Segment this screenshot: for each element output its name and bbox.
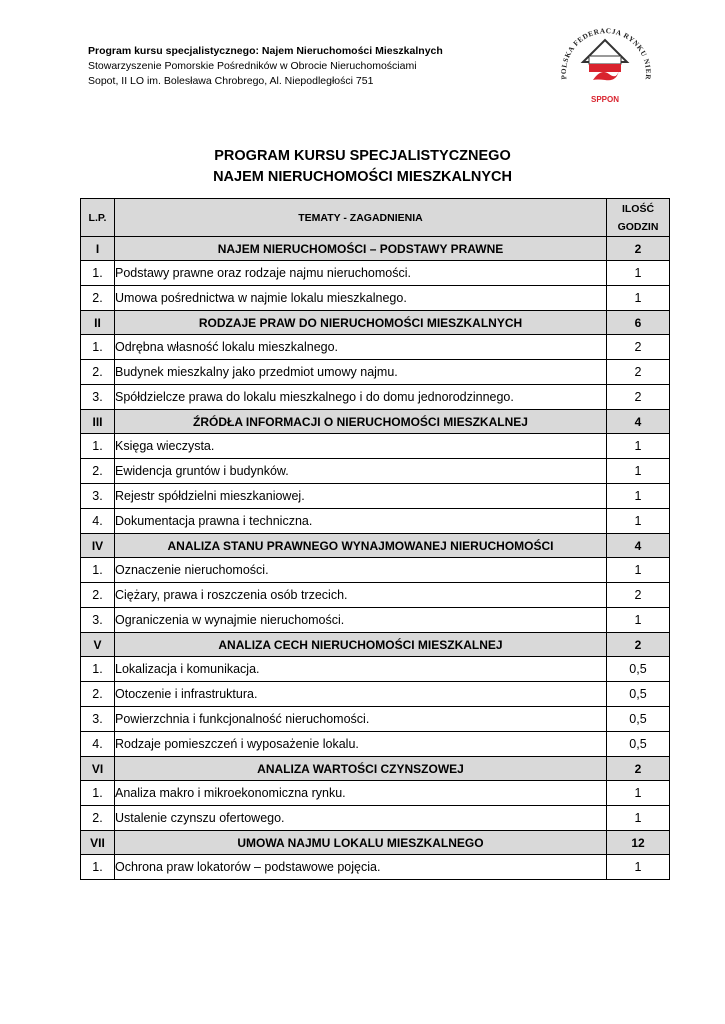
item-hours: 0,5: [607, 707, 670, 732]
section-title: ANALIZA CECH NIERUCHOMOŚCI MIESZKALNEJ: [115, 633, 607, 657]
item-hours: 1: [607, 806, 670, 831]
section-hours: 6: [607, 311, 670, 335]
item-topic: Ochrona praw lokatorów – podstawowe pojęcia.: [115, 855, 607, 880]
item-number: 2.: [81, 583, 115, 608]
section-title: ANALIZA WARTOŚCI CZYNSZOWEJ: [115, 757, 607, 781]
table-row: [81, 806, 670, 831]
header-hours: [607, 199, 670, 237]
item-topic: Ciężary, prawa i roszczenia osób trzecich.: [115, 583, 607, 608]
item-hours: 2: [607, 385, 670, 410]
title-line-2: NAJEM NIERUCHOMOŚCI MIESZKALNYCH: [213, 169, 512, 185]
item-topic: Odrębna własność lokalu mieszkalnego.: [115, 335, 607, 360]
item-topic: Dokumentacja prawna i techniczna.: [115, 509, 607, 534]
item-topic: Rodzaje pomieszczeń i wyposażenie lokalu.: [115, 732, 607, 757]
item-hours: 1: [607, 509, 670, 534]
table-row: [81, 335, 670, 360]
item-hours: 1: [607, 855, 670, 880]
section-hours: 12: [607, 831, 670, 855]
table-row: [81, 261, 670, 286]
item-number: 3.: [81, 707, 115, 732]
item-hours: 1: [607, 608, 670, 633]
item-number: 2.: [81, 682, 115, 707]
table-row: [81, 434, 670, 459]
item-topic: Ograniczenia w wynajmie nieruchomości.: [115, 608, 607, 633]
section-row: [81, 831, 670, 855]
section-number: II: [81, 311, 115, 335]
section-hours: 4: [607, 410, 670, 434]
section-title: RODZAJE PRAW DO NIERUCHOMOŚCI MIESZKALNYCH: [115, 311, 607, 335]
title-line-1: PROGRAM KURSU SPECJALISTYCZNEGO: [214, 148, 511, 164]
table-row: [81, 360, 670, 385]
federation-logo: [553, 8, 657, 108]
section-row: [81, 237, 670, 261]
item-hours: 0,5: [607, 657, 670, 682]
item-number: 1.: [81, 434, 115, 459]
item-number: 3.: [81, 608, 115, 633]
table-row: [81, 855, 670, 880]
item-hours: 1: [607, 434, 670, 459]
header-lp: L.P.: [81, 199, 115, 237]
table-row: [81, 459, 670, 484]
item-number: 1.: [81, 855, 115, 880]
item-number: 1.: [81, 558, 115, 583]
item-hours: 1: [607, 459, 670, 484]
item-topic: Ustalenie czynszu ofertowego.: [115, 806, 607, 831]
table-row: [81, 286, 670, 311]
item-number: 2.: [81, 360, 115, 385]
table-row: [81, 781, 670, 806]
section-title: ANALIZA STANU PRAWNEGO WYNAJMOWANEJ NIERUCHOMOŚCI: [115, 534, 607, 558]
item-number: 1.: [81, 781, 115, 806]
table-row: [81, 682, 670, 707]
header-topics: TEMATY - ZAGADNIENIA: [115, 199, 607, 237]
item-topic: Podstawy prawne oraz rodzaje najmu nieruchomości.: [115, 261, 607, 286]
item-hours: 0,5: [607, 732, 670, 757]
section-title: ŹRÓDŁA INFORMACJI O NIERUCHOMOŚCI MIESZKALNEJ: [115, 410, 607, 434]
section-row: [81, 311, 670, 335]
item-number: 4.: [81, 732, 115, 757]
table-row: [81, 509, 670, 534]
item-number: 4.: [81, 509, 115, 534]
section-hours: 2: [607, 237, 670, 261]
table-row: [81, 732, 670, 757]
item-number: 1.: [81, 335, 115, 360]
item-hours: 0,5: [607, 682, 670, 707]
section-title: UMOWA NAJMU LOKALU MIESZKALNEGO: [115, 831, 607, 855]
item-hours: 1: [607, 558, 670, 583]
header-hours-line-1: ILOŚĆ: [621, 202, 655, 215]
item-number: 2.: [81, 459, 115, 484]
item-hours: 2: [607, 335, 670, 360]
item-number: 1.: [81, 657, 115, 682]
item-topic: Rejestr spółdzielni mieszkaniowej.: [115, 484, 607, 509]
item-topic: Analiza makro i mikroekonomiczna rynku.: [115, 781, 607, 806]
item-hours: 1: [607, 286, 670, 311]
section-number: VII: [81, 831, 115, 855]
item-topic: Ewidencja gruntów i budynków.: [115, 459, 607, 484]
item-hours: 2: [607, 360, 670, 385]
item-number: 2.: [81, 806, 115, 831]
header-hours-line-2: GODZIN: [617, 220, 659, 233]
item-topic: Lokalizacja i komunikacja.: [115, 657, 607, 682]
table-row: [81, 657, 670, 682]
section-number: III: [81, 410, 115, 434]
table-header-row: [81, 199, 670, 237]
page-title: [0, 146, 725, 188]
program-table: [80, 198, 670, 880]
logo-ring-text: POLSKA FEDERACJA RYNKU NIER: [559, 27, 653, 81]
table-row: [81, 385, 670, 410]
item-hours: 1: [607, 781, 670, 806]
item-topic: Spółdzielcze prawa do lokalu mieszkalnego i do domu jednorodzinnego.: [115, 385, 607, 410]
section-hours: 2: [607, 757, 670, 781]
item-hours: 1: [607, 484, 670, 509]
header-course-title: Program kursu specjalistycznego: Najem Nieruchomości Mieszkalnych: [88, 45, 443, 57]
item-number: 3.: [81, 484, 115, 509]
item-topic: Powierzchnia i funkcjonalność nieruchomości.: [115, 707, 607, 732]
section-row: [81, 534, 670, 558]
logo-caption: SPPON: [590, 95, 620, 104]
section-hours: 2: [607, 633, 670, 657]
item-topic: Budynek mieszkalny jako przedmiot umowy najmu.: [115, 360, 607, 385]
table-row: [81, 707, 670, 732]
section-hours: 4: [607, 534, 670, 558]
item-topic: Umowa pośrednictwa w najmie lokalu mieszkalnego.: [115, 286, 607, 311]
section-number: I: [81, 237, 115, 261]
section-row: [81, 633, 670, 657]
header-address: Sopot, II LO im. Bolesława Chrobrego, Al. Niepodległości 751: [88, 75, 374, 87]
table-row: [81, 484, 670, 509]
header-organization: Stowarzyszenie Pomorskie Pośredników w Obrocie Nieruchomościami: [88, 60, 417, 72]
section-number: V: [81, 633, 115, 657]
section-title: NAJEM NIERUCHOMOŚCI – PODSTAWY PRAWNE: [115, 237, 607, 261]
item-number: 1.: [81, 261, 115, 286]
section-row: [81, 757, 670, 781]
item-number: 2.: [81, 286, 115, 311]
document-header: [88, 44, 443, 89]
item-hours: 2: [607, 583, 670, 608]
item-number: 3.: [81, 385, 115, 410]
item-hours: 1: [607, 261, 670, 286]
section-number: VI: [81, 757, 115, 781]
item-topic: Księga wieczysta.: [115, 434, 607, 459]
section-number: IV: [81, 534, 115, 558]
item-topic: Otoczenie i infrastruktura.: [115, 682, 607, 707]
item-topic: Oznaczenie nieruchomości.: [115, 558, 607, 583]
table-row: [81, 608, 670, 633]
section-row: [81, 410, 670, 434]
table-row: [81, 558, 670, 583]
table-row: [81, 583, 670, 608]
